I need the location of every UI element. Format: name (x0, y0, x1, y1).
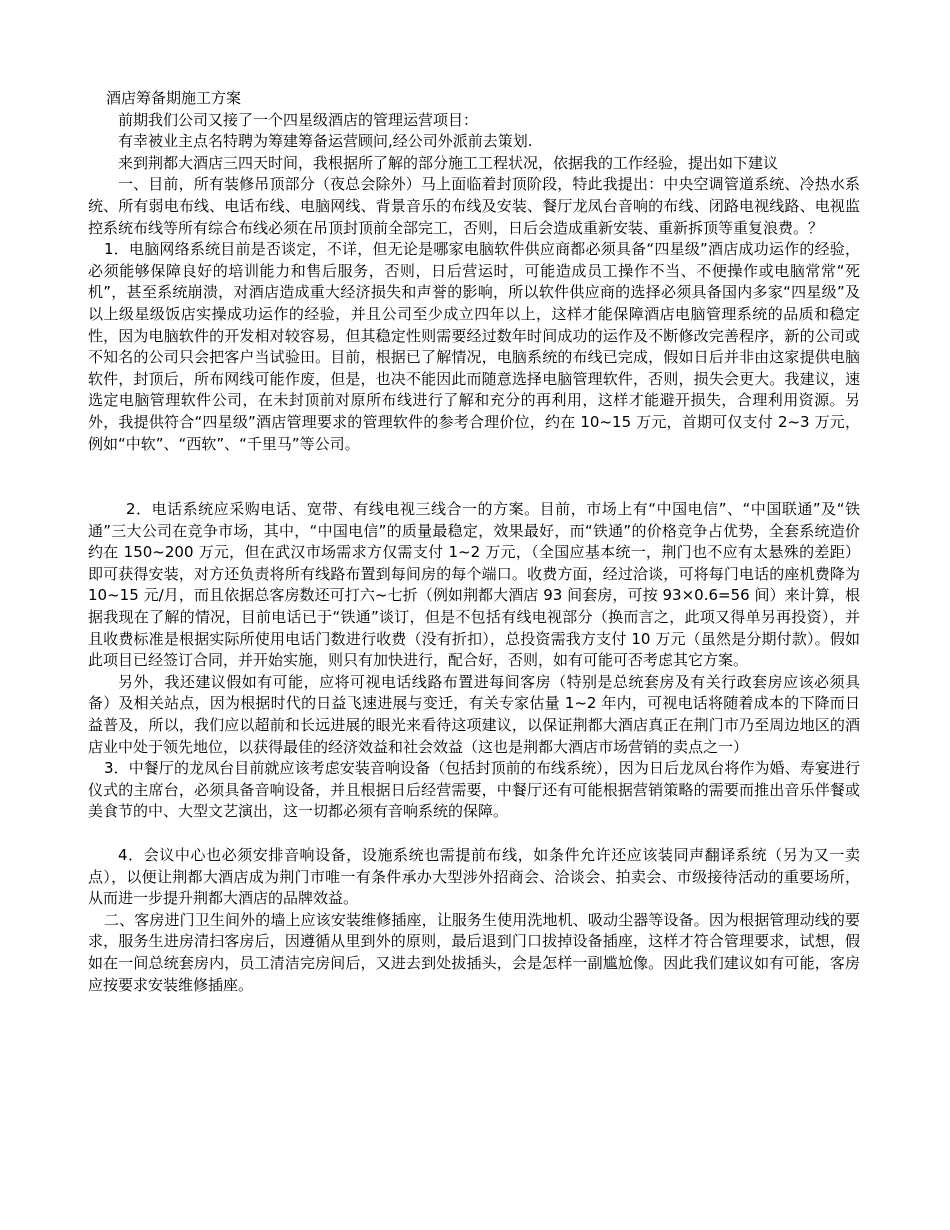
document-title: 酒店筹备期施工方案 (106, 89, 242, 107)
paragraph-item-2-telephone: 2．电话系统应采购电话、宽带、有线电视三线合一的方案。目前，市场上有“中国电信”、“中国联通”及“铁通”三大公司在竞争市场，其中，“中国电信”的质量最稳定，效果最好，而“铁通”的价格竞争占优势，全套系统造价约在 150~200 万元，但在武汉市场需求方仅需支付 1~2 万元，（全国应基本统一，荆门也不应有太悬殊的差距）即可获得安装，对方还负责将所有线路布置到每间房的每个端口。收费方面，经过洽谈，可将每门电话的座机费降为 10~15 元/月，而且依据总客房数还可打六~七折（例如荆都大酒店 93 间套房，可按 93×0.6=56 间）来计算，根据我现在了解的情况，目前电话已于“铁通”谈订，但是不包括有线电视部分（换而言之，此项又得单另再投资），并且收费标准是根据实际所使用电话门数进行收费（没有折扣），总投资需我方支付 10 万元（虽然是分期付款）。假如此项目已经签订合同，并开始实施，则只有加快进行，配合好，否则，如有可能可否考虑其它方案。 (88, 500, 860, 670)
paragraph-video-phone: 另外，我还建议假如有可能，应将可视电话线路布置进每间客房（特别是总统套房及有关行政套房应该必须具备）及相关站点，因为根据时代的日益飞速进展与变迁，有关专家估量 1~2 年内，可视电话将随着成本的下降而日益普及，所以，我们应以超前和长远进展的眼光来看待这项建议，以保证荆都大酒店真正在荆门市乃至周边地区的酒店业中处于领先地位，以获得最佳的经济效益和社会效益（这也是荆都大酒店市场营销的卖点之一） (88, 672, 860, 756)
paragraph-section-1: 一、目前，所有装修吊顶部分（夜总会除外）马上面临着封顶阶段，特此我提出：中央空调管道系统、冷热水系统、所有弱电布线、电话布线、电脑网线、背景音乐的布线及安装、餐厅龙凤台音响的布线、闭路电视线路、电视监控系统布线等所有综合布线必须在吊顶封顶前全部完工，否则，日后会造成重新安装、重新拆顶等重复浪费。？ (88, 175, 860, 237)
paragraph-intro: 前期我们公司又接了一个四星级酒店的管理运营项目： (118, 110, 479, 129)
document-page (88, 88, 860, 996)
paragraph-suggestions-lead: 来到荆都大酒店三四天时间，我根据所了解的部分施工工程状况，依据我的工作经验，提出如下建议 (118, 153, 779, 172)
paragraph-appointment: 有幸被业主点名特聘为筹建筹备运营顾问,经公司外派前去策划. (118, 132, 533, 151)
paragraph-item-3-audio: 3．中餐厅的龙凤台目前就应该考虑安装音响设备（包括封顶前的布线系统），因为日后龙凤台将作为婚、寿宴进行仪式的主席台，必须具备音响设备，并且根据日后经营需要，中餐厅还有可能根据营销策略的需要而推出音乐伴餐或美食节的中、大型文艺演出，这一切都必须有音响系统的保障。 (88, 759, 860, 821)
paragraph-section-2: 二、客房进门卫生间外的墙上应该安装维修插座，让服务生使用洗地机、吸动尘器等设备。因为根据管理动线的要求，服务生进房清扫客房后，因遵循从里到外的原则，最后退到门口拔掉设备插座，这样才符合管理要求，试想，假如在一间总统套房内，员工清洁完房间后，又进去到处拔插头，会是怎样一副尴尬像。因此我们建议如有可能，客房应按要求安装维修插座。 (88, 910, 860, 994)
paragraph-item-4-conference: 4．会议中心也必须安排音响设备，设施系统也需提前布线，如条件允许还应该装同声翻译系统（另为又一卖点），以便让荆都大酒店成为荆门市唯一有条件承办大型涉外招商会、洽谈会、拍卖会、市级接待活动的重要场所，从而进一步提升荆都大酒店的品牌效益。 (88, 846, 860, 908)
paragraph-item-1-computer: 1．电脑网络系统目前是否谈定，不详，但无论是哪家电脑软件供应商都必须具备“四星级”酒店成功运作的经验，必须能够保障良好的培训能力和售后服务，否则，日后营运时，可能造成员工操作不当、不便操作或电脑常常“死机”，甚至系统崩溃，对酒店造成重大经济损失和声誉的影响，所以软件供应商的选择必须具备国内多家“四星级”及以上级星级饭店实操成功运作的经验，并且公司至少成立四年以上，这样才能保障酒店电脑管理系统的品质和稳定性，因为电脑软件的开发相对较容易，但其稳定性则需要经过数年时间成功的运作及不断修改完善程序，新的公司或不知名的公司只会把客户当试验田。目前，根据已了解情况，电脑系统的布线已完成，假如日后并非由这家提供电脑软件，封顶后，所布网线可能作废，但是，也决不能因此而随意选择电脑管理软件，否则，损失会更大。我建议，速选定电脑管理软件公司，在未封顶前对原所布线进行了解和充分的再利用，这样才能避开损失，合理利用资源。另外，我提供符合“四星级”酒店管理要求的管理软件的参考合理价位，约在 10~15 万元，首期可仅支付 2~3 万元，例如“中软”、“西软”、“千里马”等公司。 (88, 240, 860, 453)
